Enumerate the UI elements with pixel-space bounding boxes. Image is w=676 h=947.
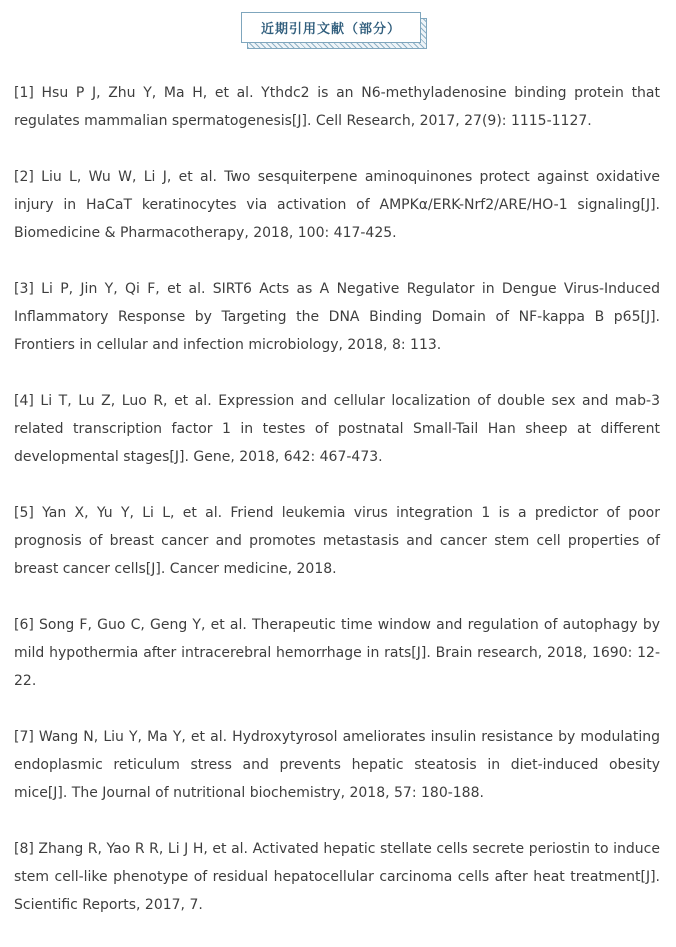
- reference-item-1: [1] Hsu P J, Zhu Y, Ma H, et al. Ythdc2 is an N6-methyladenosine binding protein that regulates mammalian spermatogenesis[J]. Cell Research, 2017, 27(9): 1115-1127.: [14, 85, 660, 129]
- reference-item-2: [2] Liu L, Wu W, Li J, et al. Two sesquiterpene aminoquinones protect against oxidative injury in HaCaT keratinocytes via activation of AMPKα/ERK-Nrf2/ARE/HO-1 signaling[J]. Biomedicine & Pharmacotherapy, 2018, 100: 417-425.: [14, 169, 660, 241]
- reference-item-5: [5] Yan X, Yu Y, Li L, et al. Friend leukemia virus integration 1 is a predictor of poor prognosis of breast cancer and promotes metastasis and cancer stem cell properties of breast cancer cells[J]. Cancer medicine, 2018.: [14, 505, 660, 577]
- section-header: [241, 12, 429, 52]
- section-title: 近期引用文献（部分）: [260, 22, 401, 37]
- reference-item-3: [3] Li P, Jin Y, Qi F, et al. SIRT6 Acts as A Negative Regulator in Dengue Virus-Induced Inflammatory Response by Targeting the DNA Binding Domain of NF-kappa B p65[J]. Frontiers in cellular and infection microbiology, 2018, 8: 113.: [14, 281, 660, 353]
- reference-item-4: [4] Li T, Lu Z, Luo R, et al. Expression and cellular localization of double sex and mab-3 related transcription factor 1 in testes of postnatal Small-Tail Han sheep at different developmental stages[J]. Gene, 2018, 642: 467-473.: [14, 393, 660, 465]
- header-box: [241, 12, 421, 43]
- reference-item-7: [7] Wang N, Liu Y, Ma Y, et al. Hydroxytyrosol ameliorates insulin resistance by modulating endoplasmic reticulum stress and prevents hepatic steatosis in diet-induced obesity mice[J]. The Journal of nutritional biochemistry, 2018, 57: 180-188.: [14, 729, 660, 801]
- reference-item-6: [6] Song F, Guo C, Geng Y, et al. Therapeutic time window and regulation of autophagy by mild hypothermia after intracerebral hemorrhage in rats[J]. Brain research, 2018, 1690: 12-22.: [14, 617, 660, 689]
- reference-item-8: [8] Zhang R, Yao R R, Li J H, et al. Activated hepatic stellate cells secrete periostin to induce stem cell-like phenotype of residual hepatocellular carcinoma cells after heat treatment[J]. Scientific Reports, 2017, 7.: [14, 841, 660, 913]
- reference-list: [14, 79, 660, 947]
